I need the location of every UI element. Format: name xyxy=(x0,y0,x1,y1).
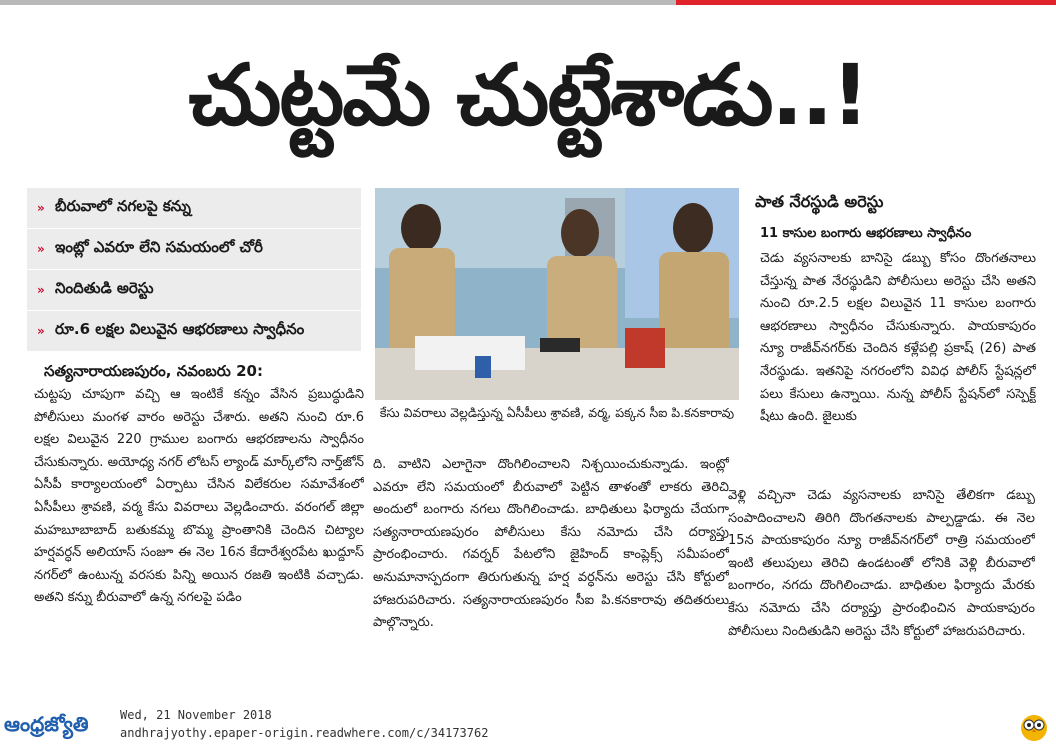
highlight-text: బీరువాలో నగలపై కన్ను xyxy=(55,197,191,215)
highlight-item xyxy=(27,188,361,229)
logo-text: ఆంధ్రజ్యోతి xyxy=(4,712,89,736)
article-column-2: ది. వాటిని ఎలాగైనా దొంగిలించాలని నిశ్చయించుకున్నాడు. ఇంట్లో ఎవరూ లేని సమయంలో బీరువాలో పెట్టిన తాళంతో లాకరు తెరిచి అందులో బంగారు నగలు దొంగిలించాడు. బాధితులు ఫిర్యాదు చేయగా సత్యనారాయణపురం పోలీసులు కేసు నమోదు చేసి దర్యాప్తు ప్రారంభించారు. గవర్నర్ పేటలోని జైహింద్ కాంప్లెక్స్ సమీపంలో అనుమానాస్పదంగా తిరుగుతున్న హర్ష వర్ధన్‌ను అరెస్టు చేసి కోర్టులో హాజరుపరిచారు. సత్యనారాయణపురం సీఐ పి.కనకారావు తదితరులు పాల్గొన్నారు. xyxy=(373,457,729,631)
edition-url[interactable]: andhrajyothy.epaper-origin.readwhere.com/c/34173762 xyxy=(120,726,489,740)
double-chevron-icon: » xyxy=(37,324,45,338)
top-rule xyxy=(0,0,1056,6)
double-chevron-icon: » xyxy=(37,283,45,297)
footer xyxy=(0,702,1056,746)
highlight-text: నిందితుడి అరెస్టు xyxy=(55,279,154,297)
highlight-item xyxy=(27,270,361,311)
highlight-text: ఇంట్లో ఎవరూ లేని సమయంలో చోరీ xyxy=(55,238,263,256)
news-photo xyxy=(375,188,739,400)
double-chevron-icon: » xyxy=(37,201,45,215)
article-column-3a: చెడు వ్యసనాలకు బానిసై డబ్బు కోసం దొంగతనాలు చేస్తున్న పాత నేరస్థుడిని పోలీసులు అరెస్టు చేసి అతని నుంచి రూ.2.5 లక్షల విలువైన 11 కాసుల బంగారు ఆభరణాలు స్వాధీనం చేసుకున్నారు. పాయకాపురం న్యూ రాజీవ్‌నగర్‌కు చెందిన కళ్లేపల్లి ప్రకాష్ (26) పాత నేరస్థుడు. ఇతనిపై నగరంలోని వివిధ పోలీస్ స్టేషన్లలో పలు కేసులు ఉన్నాయి. నున్న పోలీస్ స్టేషన్‌లో సస్పెక్ట్ షీటు ఉంది. జైలుకు xyxy=(760,251,1036,425)
highlight-text: రూ.6 లక్షల విలువైన ఆభరణాలు స్వాధీనం xyxy=(55,320,305,338)
andhrajyothy-logo xyxy=(4,708,112,740)
owl-icon xyxy=(1018,710,1050,742)
highlights-box xyxy=(27,188,361,352)
highlight-item xyxy=(27,311,361,352)
top-rule-gray xyxy=(0,0,676,5)
double-chevron-icon: » xyxy=(37,242,45,256)
highlight-item xyxy=(27,229,361,270)
photo-caption: కేసు వివరాలు వెల్లడిస్తున్న ఏసీపీలు శ్రావణి, వర్మ, పక్కన సీఐ పి.కనకారావు xyxy=(379,405,735,420)
article-column-1: చుట్టపు చూపుగా వచ్చి ఆ ఇంటికే కన్నం వేసిన ప్రబుద్ధుడిని పోలీసులు మంగళ వారం అరెస్టు చేశారు. అతని నుంచి రూ.6 లక్షల విలువైన 220 గ్రాముల బంగారు ఆభరణాలను స్వాధీనం చేసుకున్నారు. అయోధ్య నగర్ లోటస్ ల్యాండ్ మార్క్‌లోని నార్త్‌జోన్ ఏసీపీ కార్యాలయంలో ఏర్పాటు చేసిన విలేకరుల సమావేశంలో ఏసీపీలు శ్రావణి, వర్మ కేసు వివరాలు వెల్లడించారు. వరంగల్ జిల్లా మహబూబాబాద్ బతుకమ్మ బొమ్మ ప్రాంతానికి చెందిన చిట్యాల హర్షవర్ధన్ అలియాస్ సంజూ ఈ నెల 16న కేదారేశ్వరపేట ఖుద్దూస్ నగర్‌లో ఉంటున్న వరసకు పిన్ని అయిన రజతి ఇంటికి వచ్చాడు. అతని కన్ను బీరువాలో ఉన్న నగలపై పడిం xyxy=(34,387,364,606)
article-column-3b: వెళ్లి వచ్చినా చెడు వ్యసనాలకు బానిసై తేలికగా డబ్బు సంపాదించాలని తిరిగి దొంగతనాలకు పాల్పడ్డాడు. ఈ నెల 15న పాయకాపురం న్యూ రాజీవ్‌నగర్‌లో రాత్రి సమయంలో ఇంటి తలుపులు తెరిచి ఉండటంతో లోనికి వెళ్లి బీరువాలో బంగారం, నగదు దొంగిలించాడు. బాధితుల ఫిర్యాదు మేరకు కేసు నమోదు చేసి దర్యాప్తు ప్రారంభించిన పాయకాపురం పోలీసులు నిందితుడిని అరెస్టు చేసి కోర్టులో హాజరుపరిచారు. xyxy=(728,488,1035,639)
sub-story-deck: 11 కాసుల బంగారు ఆభరణాలు స్వాధీనం xyxy=(760,226,972,241)
dateline: సత్యనారాయణపురం, నవంబరు 20: xyxy=(44,362,263,380)
sub-story-headline: పాత నేరస్థుడి అరెస్టు xyxy=(755,192,884,211)
top-rule-red xyxy=(676,0,1056,5)
headline: చుట్టమే చుట్టేశాడు..! xyxy=(188,46,868,144)
edition-date: Wed, 21 November 2018 xyxy=(120,708,272,722)
press-meet-photo xyxy=(375,188,739,400)
